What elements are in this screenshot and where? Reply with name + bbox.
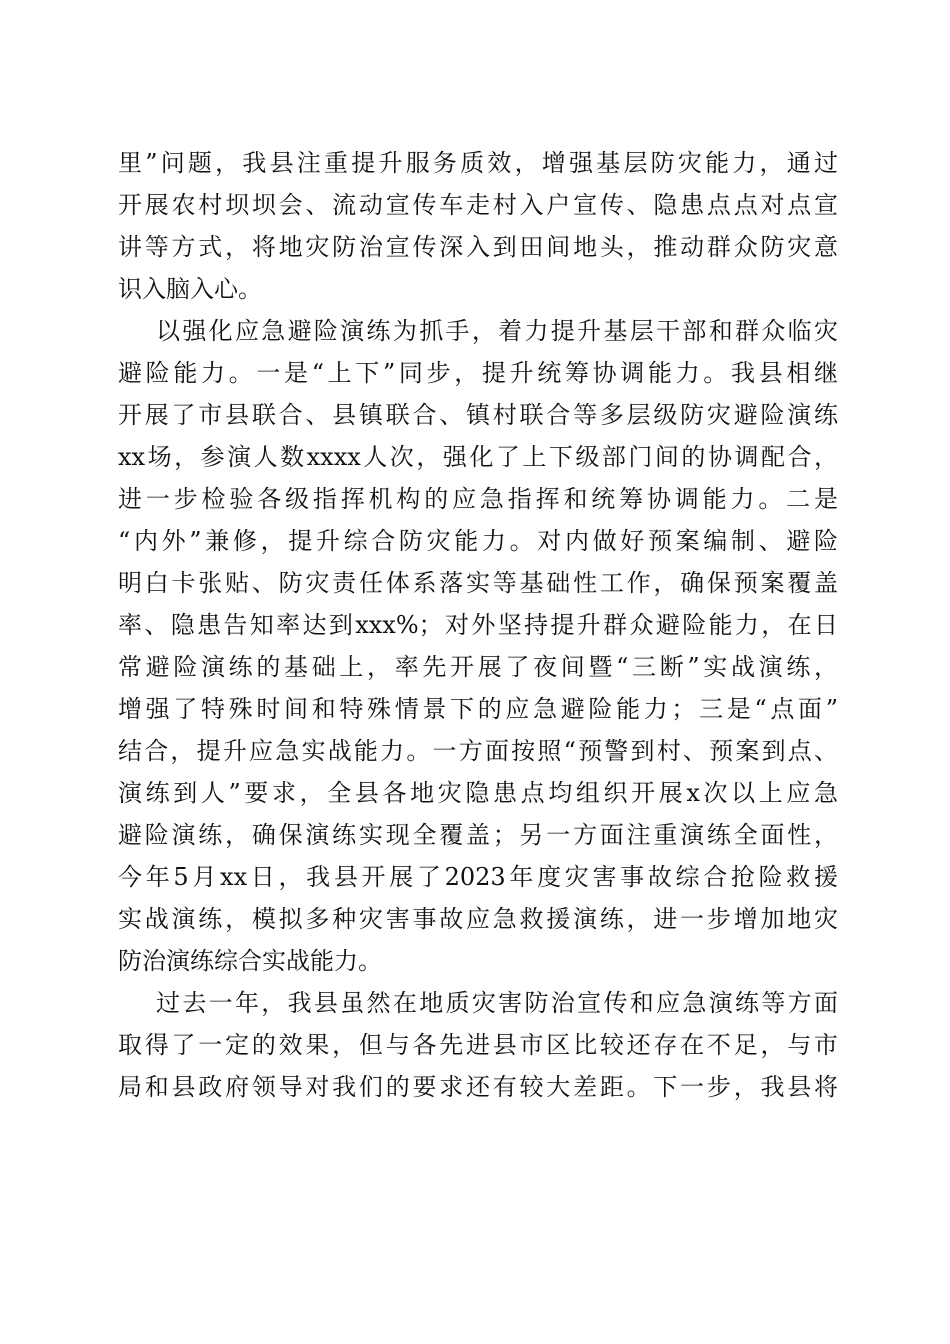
text-line: 开展农村坝坝会、流动宣传车走村入户宣传、隐患点点对点宣 — [118, 191, 838, 219]
text-line: 实战演练，模拟多种灾害事故应急救援演练，进一步增加地灾 — [118, 905, 838, 933]
text-line: 率、隐患告知率达到xxx%；对外坚持提升群众避险能力，在日 — [118, 611, 838, 639]
body-text — [118, 142, 838, 1108]
text-line: 避险演练，确保演练实现全覆盖；另一方面注重演练全面性， — [118, 821, 838, 849]
text-line: xx场，参演人数xxxx人次，强化了上下级部门间的协调配合， — [118, 443, 838, 471]
paragraph-drills — [118, 310, 838, 982]
text-line: 以强化应急避险演练为抓手，着力提升基层干部和群众临灾 — [156, 317, 838, 345]
text-line: 开展了市县联合、县镇联合、镇村联合等多层级防灾避险演练 — [118, 401, 838, 429]
text-line: 讲等方式，将地灾防治宣传深入到田间地头，推动群众防灾意 — [118, 233, 838, 261]
text-line: 明白卡张贴、防灾责任体系落实等基础性工作，确保预案覆盖 — [118, 569, 838, 597]
text-line: “内外”兼修，提升综合防灾能力。对内做好预案编制、避险 — [118, 527, 838, 555]
paragraph-publicity — [118, 142, 838, 310]
text-line: 里”问题，我县注重提升服务质效，增强基层防灾能力，通过 — [118, 149, 838, 177]
text-line: 演练到人”要求，全县各地灾隐患点均组织开展x次以上应急 — [118, 779, 838, 807]
text-line: 今年5月xx日，我县开展了2023年度灾害事故综合抢险救援 — [118, 863, 838, 891]
text-line: 识入脑入心。 — [118, 275, 262, 303]
text-line: 进一步检验各级指挥机构的应急指挥和统筹协调能力。二是 — [118, 485, 838, 513]
text-line: 避险能力。一是“上下”同步，提升统筹协调能力。我县相继 — [118, 359, 838, 387]
text-line: 防治演练综合实战能力。 — [118, 947, 382, 975]
text-line: 过去一年，我县虽然在地质灾害防治宣传和应急演练等方面 — [156, 989, 838, 1017]
text-line: 局和县政府领导对我们的要求还有较大差距。下一步，我县将 — [118, 1073, 838, 1101]
text-line: 常避险演练的基础上，率先开展了夜间暨“三断”实战演练， — [118, 653, 838, 681]
text-line: 结合，提升应急实战能力。一方面按照“预警到村、预案到点、 — [118, 737, 838, 765]
text-line: 增强了特殊时间和特殊情景下的应急避险能力；三是“点面” — [118, 695, 838, 723]
text-line: 取得了一定的效果，但与各先进县市区比较还存在不足，与市 — [118, 1031, 838, 1059]
paragraph-outlook — [118, 982, 838, 1108]
